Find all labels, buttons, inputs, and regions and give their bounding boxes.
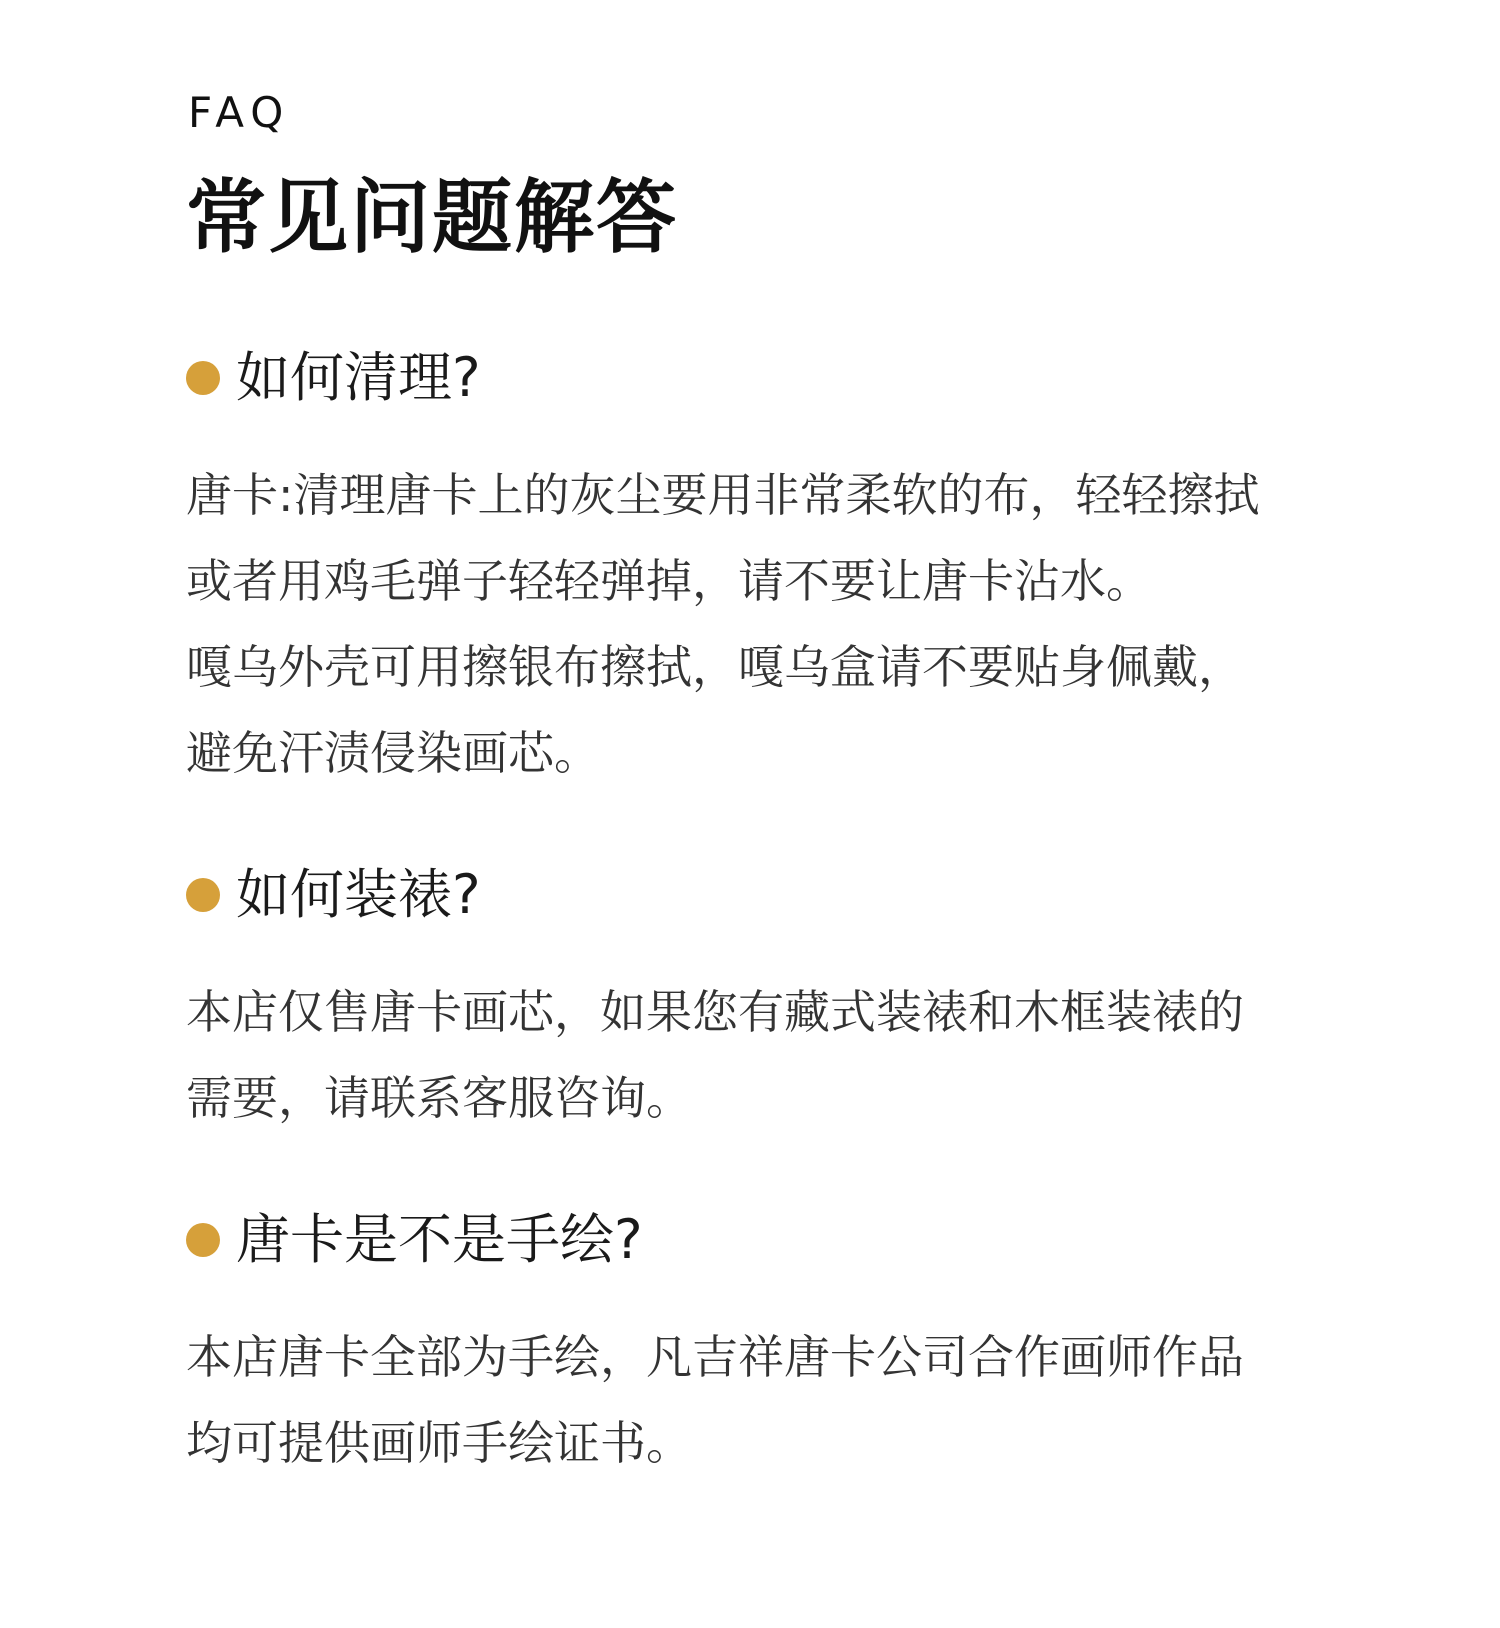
- faq-question: [186, 863, 1316, 927]
- faq-answer-line: 或者用鸡毛弹子轻轻弹掉，请不要让唐卡沾水。: [186, 554, 1152, 608]
- faq-answer-line: 本店唐卡全部为手绘，凡吉祥唐卡公司合作画师作品: [186, 1330, 1244, 1384]
- faq-item-handpainted: [186, 1208, 1316, 1486]
- faq-question-text: 如何装裱?: [236, 863, 481, 926]
- faq-answer-line: 均可提供画师手绘证书。: [186, 1416, 692, 1470]
- faq-question: [186, 1208, 1316, 1272]
- faq-answer-line: 唐卡:清理唐卡上的灰尘要用非常柔软的布，轻轻擦拭: [186, 468, 1260, 522]
- faq-question-text: 唐卡是不是手绘?: [236, 1208, 643, 1271]
- page-title: 常见问题解答: [186, 171, 678, 264]
- faq-eyebrow: FAQ: [188, 88, 291, 137]
- faq-item-cleaning: [186, 346, 1316, 796]
- faq-answer-line: 需要，请联系客服咨询。: [186, 1071, 692, 1125]
- faq-answer-line: 避免汗渍侵染画芯。: [186, 726, 600, 780]
- faq-answer: [186, 452, 1316, 796]
- bullet-dot-icon: [186, 878, 220, 912]
- faq-answer-line: 嘎乌外壳可用擦银布擦拭，嘎乌盒请不要贴身佩戴，: [186, 640, 1244, 694]
- faq-item-mounting: [186, 863, 1316, 1141]
- faq-question: [186, 346, 1316, 410]
- faq-answer: [186, 969, 1316, 1141]
- bullet-dot-icon: [186, 361, 220, 395]
- faq-answer: [186, 1314, 1316, 1486]
- faq-answer-line: 本店仅售唐卡画芯，如果您有藏式装裱和木框装裱的: [186, 985, 1244, 1039]
- faq-question-text: 如何清理?: [236, 346, 481, 409]
- bullet-dot-icon: [186, 1223, 220, 1257]
